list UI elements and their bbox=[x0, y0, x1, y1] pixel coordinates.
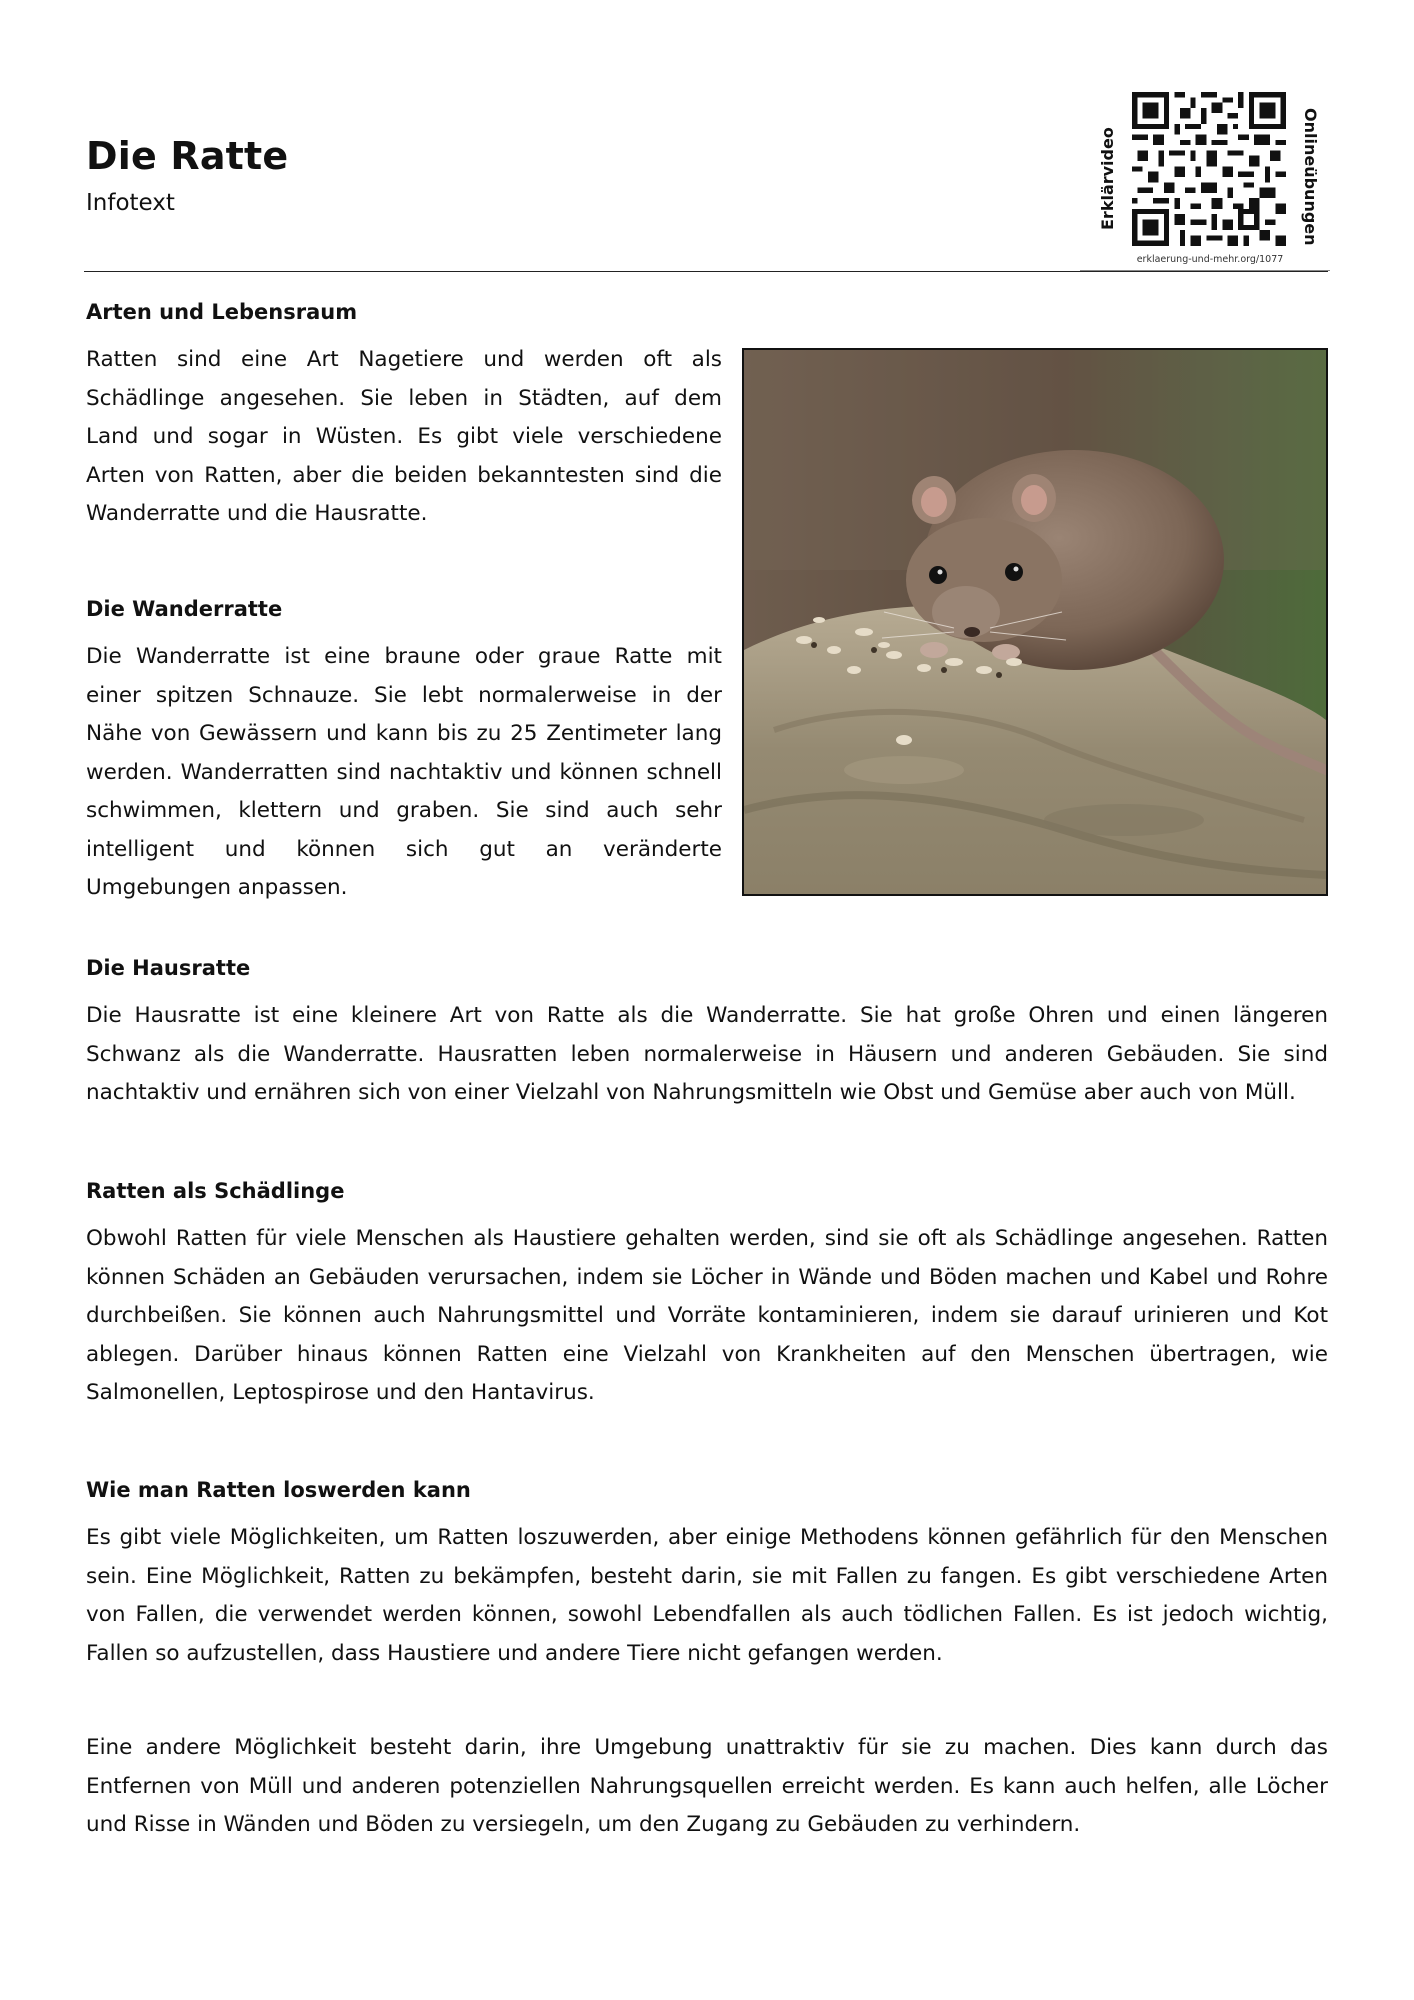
qr-url-caption[interactable]: erklaerung-und-mehr.org/1077 bbox=[1136, 254, 1284, 265]
video-label: Erklärvideo bbox=[1098, 127, 1117, 230]
page-title: Die Ratte bbox=[86, 134, 289, 178]
header-divider bbox=[84, 271, 1328, 272]
section-text-loswerden-2: Eine andere Möglichkeit besteht darin, ihre Umgebung unattraktiv für sie zu machen. Dies kann durch das Entfernen von Müll und anderen potenziellen Nahrungsquellen erreicht werden. Es kann auch helfen, alle Löcher und Risse in Wänden und Böden zu versiegeln, um den Zugang zu Gebäuden zu verhindern. bbox=[86, 1735, 1328, 1837]
rat-photo bbox=[742, 348, 1328, 896]
section-text-schaedlinge: Obwohl Ratten für viele Menschen als Haustiere gehalten werden, sind sie oft als Schädlinge angesehen. Ratten können Schäden an Gebäuden verursachen, indem sie Löcher in Wände und Böden machen und Kabel und Rohre durchbeißen. Sie können auch Nahrungsmittel und Vorräte kontaminieren, indem sie darauf urinieren und Kot ablegen. Darüber hinaus können Ratten eine Vielzahl von Krankheiten auf den Menschen übertragen, wie Salmonellen, Leptospirose und den Hantavirus. bbox=[86, 1226, 1328, 1405]
section-text-arten: Ratten sind eine Art Nagetiere und werden oft als Schädlinge angesehen. Sie leben in Städten, auf dem Land und sogar in Wüsten. Es gibt viele verschiedene Arten von Ratten, aber die beiden bekanntesten sind die Wanderratte und die Hausratte. bbox=[86, 347, 722, 526]
section-text-hausratte: Die Hausratte ist eine kleinere Art von Ratte als die Wanderratte. Sie hat große Ohren und einen längeren Schwanz als die Wanderratte. Hausratten leben normalerweise in Häusern und anderen Gebäuden. Sie sind nachtaktiv und ernähren sich von einer Vielzahl von Nahrungsmitteln wie Obst und Gemüse aber auch von Müll. bbox=[86, 1003, 1328, 1105]
section-heading-schaedlinge: Ratten als Schädlinge bbox=[86, 1179, 345, 1203]
page-subtitle: Infotext bbox=[86, 190, 175, 216]
exercises-label: Onlineübungen bbox=[1301, 108, 1320, 246]
section-heading-hausratte: Die Hausratte bbox=[86, 956, 251, 980]
section-heading-loswerden: Wie man Ratten loswerden kann bbox=[86, 1478, 471, 1502]
section-heading-wanderratte: Die Wanderratte bbox=[86, 597, 283, 621]
section-text-wanderratte: Die Wanderratte ist eine braune oder graue Ratte mit einer spitzen Schnauze. Sie lebt normalerweise in der Nähe von Gewässern und kann bis zu 25 Zentimeter lang werden. Wanderratten sind nachtaktiv und können schnell schwimmen, klettern und graben. Sie sind auch sehr intelligent und können sich gut an veränderte Umgebungen anpassen. bbox=[86, 644, 722, 900]
section-heading-arten: Arten und Lebensraum bbox=[86, 300, 358, 324]
section-text-loswerden-1: Es gibt viele Möglichkeiten, um Ratten loszuwerden, aber einige Methodens können gefährlich für den Menschen sein. Eine Möglichkeit, Ratten zu bekämpfen, besteht darin, sie mit Fallen zu fangen. Es gibt verschiedene Arten von Fallen, die verwendet werden können, sowohl Lebendfallen als auch tödlichen Fallen. Es ist jedoch wichtig, Fallen so aufzustellen, dass Haustiere und andere Tiere nicht gefangen werden. bbox=[86, 1525, 1328, 1666]
qr-code-icon[interactable] bbox=[1132, 92, 1286, 246]
qr-block[interactable] bbox=[1080, 86, 1330, 276]
